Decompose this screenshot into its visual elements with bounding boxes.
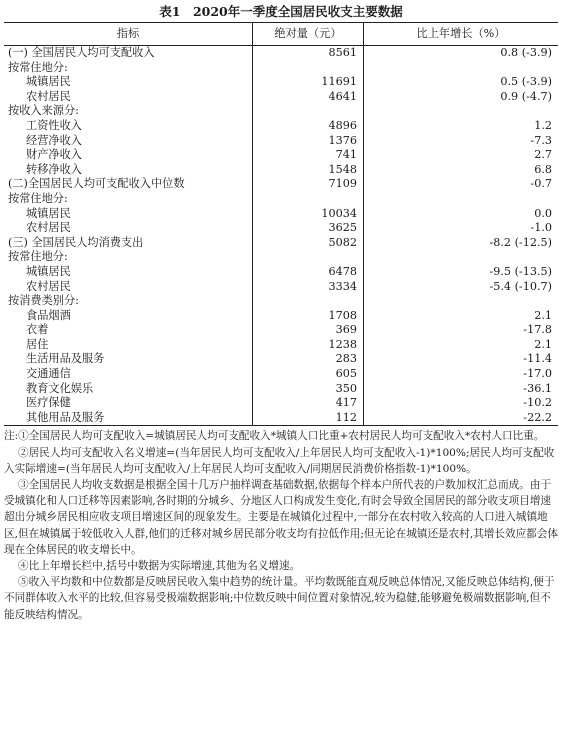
- header-absolute-amount: 绝对量（元）: [253, 23, 364, 46]
- row-label: 按常住地分:: [4, 61, 253, 76]
- row-value: 605: [253, 367, 364, 382]
- row-value: [253, 192, 364, 207]
- table-row: [4, 338, 558, 353]
- table-row: [4, 104, 558, 119]
- row-value: 112: [253, 411, 364, 426]
- table-row: [4, 61, 558, 76]
- table-title: 表1 2020年一季度全国居民收支主要数据: [159, 4, 403, 19]
- row-label: 居住: [4, 338, 253, 353]
- table-notes: [4, 428, 558, 622]
- row-growth: 6.8: [534, 162, 552, 176]
- row-value: 4641: [253, 90, 364, 105]
- row-label: 农村居民: [4, 221, 253, 236]
- row-growth: 0.9 (-4.7): [500, 89, 552, 103]
- row-label: 按常住地分:: [4, 250, 253, 265]
- row-value: 1238: [253, 338, 364, 353]
- row-growth: [364, 192, 559, 207]
- row-label: 生活用品及服务: [4, 352, 253, 367]
- row-growth: -11.4: [523, 352, 552, 366]
- row-label: 医疗保健: [4, 396, 253, 411]
- row-label: 农村居民: [4, 90, 253, 105]
- table-row: [4, 134, 558, 149]
- row-growth: 2.1: [534, 308, 552, 322]
- row-growth: 1.2: [534, 118, 552, 132]
- table-row: [4, 250, 558, 265]
- row-label: 衣着: [4, 323, 253, 338]
- row-growth: [364, 104, 559, 119]
- row-label: 转移净收入: [4, 163, 253, 178]
- row-growth: [364, 294, 559, 309]
- note-paragraph: ③全国居民人均收支数据是根据全国十几万户抽样调查基础数据,依据每个样本户所代表的户数加权汇总而成。由于受城镇化和人口迁移等因素影响,各时期的分城乡、分地区人口构成发生变化,有时会导致全国居民的部分收支项目增速超出分城乡居民相应收支项目增速区间的现象发生。主要是在城镇化过程中,一部分在农村收入较高的人口进入城镇地区,但在城镇属于较低收入人群,他们的迁移对城乡居民部分收支均有拉低作用;但无论在城镇还是农村,其增长效应都会体现在全体居民的收支增长中。: [4, 479, 558, 556]
- row-label: 交通通信: [4, 367, 253, 382]
- row-growth: 2.7: [534, 148, 552, 162]
- table-row: [4, 207, 558, 222]
- row-label: 城镇居民: [4, 75, 253, 90]
- row-label: 农村居民: [4, 280, 253, 295]
- row-value: 1376: [253, 134, 364, 149]
- row-value: [253, 294, 364, 309]
- row-value: 3625: [253, 221, 364, 236]
- row-growth: -9.5 (-13.5): [489, 264, 552, 278]
- row-growth: -17.0: [523, 367, 552, 381]
- row-growth: -17.8: [523, 323, 552, 337]
- row-value: 350: [253, 382, 364, 397]
- row-label: 城镇居民: [4, 265, 253, 280]
- table-row: [4, 177, 558, 192]
- table-row: [4, 382, 558, 397]
- row-label: (三) 全国居民人均消费支出: [4, 236, 253, 251]
- table-header-row: [4, 23, 558, 46]
- row-growth: [364, 61, 559, 76]
- row-growth: -36.1: [523, 381, 552, 395]
- note-paragraph: 注:①全国居民人均可支配收入=城镇居民人均可支配收入*城镇人口比重+农村居民人均可支配收入*农村人口比重。: [4, 430, 545, 443]
- note-paragraph: ④比上年增长栏中,括号中数据为实际增速,其他为名义增速。: [18, 560, 301, 573]
- row-value: 283: [253, 352, 364, 367]
- table-row: [4, 75, 558, 90]
- row-label: (二)全国居民人均可支配收入中位数: [4, 177, 253, 192]
- table-row: [4, 192, 558, 207]
- row-growth: -1.0: [530, 221, 552, 235]
- row-growth: -22.2: [364, 411, 559, 426]
- row-value: 1708: [253, 309, 364, 324]
- header-growth: 比上年增长（%）: [364, 23, 559, 46]
- row-growth: 2.1: [534, 337, 552, 351]
- table-row: [4, 294, 558, 309]
- table-row: [4, 119, 558, 134]
- table-row: [4, 280, 558, 295]
- table-row: [4, 265, 558, 280]
- row-value: 741: [253, 148, 364, 163]
- row-label: 按常住地分:: [4, 192, 253, 207]
- table-body: [4, 46, 558, 426]
- row-label: 食品烟酒: [4, 309, 253, 324]
- row-growth: 0.0: [534, 206, 552, 220]
- row-growth: 0.5 (-3.9): [500, 75, 552, 89]
- row-label: (一) 全国居民人均可支配收入: [4, 46, 253, 61]
- table-row: [4, 148, 558, 163]
- table-row: [4, 352, 558, 367]
- note-paragraph: ⑤收入平均数和中位数都是反映居民收入集中趋势的统计量。平均数既能直观反映总体情况,又能反映总体结构,便于不同群体收入水平的比较,但容易受极端数据影响;中位数反映中间位置对象情况,较为稳健,能够避免极端数据影响,但不能反映结构情况。: [4, 576, 555, 621]
- row-growth: -8.2 (-12.5): [489, 235, 552, 249]
- table-row: [4, 236, 558, 251]
- table-row: [4, 46, 558, 61]
- row-value: 1548: [253, 163, 364, 178]
- income-expenditure-table: [4, 22, 558, 426]
- row-growth: [364, 250, 559, 265]
- table-row: [4, 163, 558, 178]
- table-row: [4, 90, 558, 105]
- row-label: 工资性收入: [4, 119, 253, 134]
- row-value: 417: [253, 396, 364, 411]
- row-label: 其他用品及服务: [4, 411, 253, 426]
- row-value: 3334: [253, 280, 364, 295]
- row-value: [253, 61, 364, 76]
- row-label: 按收入来源分:: [4, 104, 253, 119]
- row-value: 10034: [253, 207, 364, 222]
- row-label: 教育文化娱乐: [4, 382, 253, 397]
- row-label: 城镇居民: [4, 207, 253, 222]
- row-value: 7109: [253, 177, 364, 192]
- row-growth: -7.3: [530, 133, 552, 147]
- table-row: [4, 221, 558, 236]
- row-label: 按消费类别分:: [4, 294, 253, 309]
- table-row: [4, 396, 558, 411]
- row-value: 369: [253, 323, 364, 338]
- header-indicator: 指标: [4, 23, 253, 46]
- row-growth: -10.2: [523, 396, 552, 410]
- row-growth: 0.8 (-3.9): [500, 46, 552, 59]
- row-value: 6478: [253, 265, 364, 280]
- table-row: [4, 309, 558, 324]
- row-value: 4896: [253, 119, 364, 134]
- row-label: 财产净收入: [4, 148, 253, 163]
- row-growth: -5.4 (-10.7): [489, 279, 552, 293]
- row-value: [253, 104, 364, 119]
- row-label: 经营净收入: [4, 134, 253, 149]
- table-row: [4, 367, 558, 382]
- row-growth: -0.7: [530, 177, 552, 191]
- table-row: [4, 323, 558, 338]
- note-paragraph: ②居民人均可支配收入名义增速=(当年居民人均可支配收入/上年居民人均可支配收入-1)*100%;居民人均可支配收入实际增速=(当年居民人均可支配收入/上年居民人均可支配收入/同期居民消费价格指数-1)*100%。: [4, 446, 555, 475]
- row-value: [253, 250, 364, 265]
- row-value: 5082: [253, 236, 364, 251]
- row-value: 8561: [253, 46, 364, 61]
- table-row: [4, 411, 558, 426]
- row-value: 11691: [253, 75, 364, 90]
